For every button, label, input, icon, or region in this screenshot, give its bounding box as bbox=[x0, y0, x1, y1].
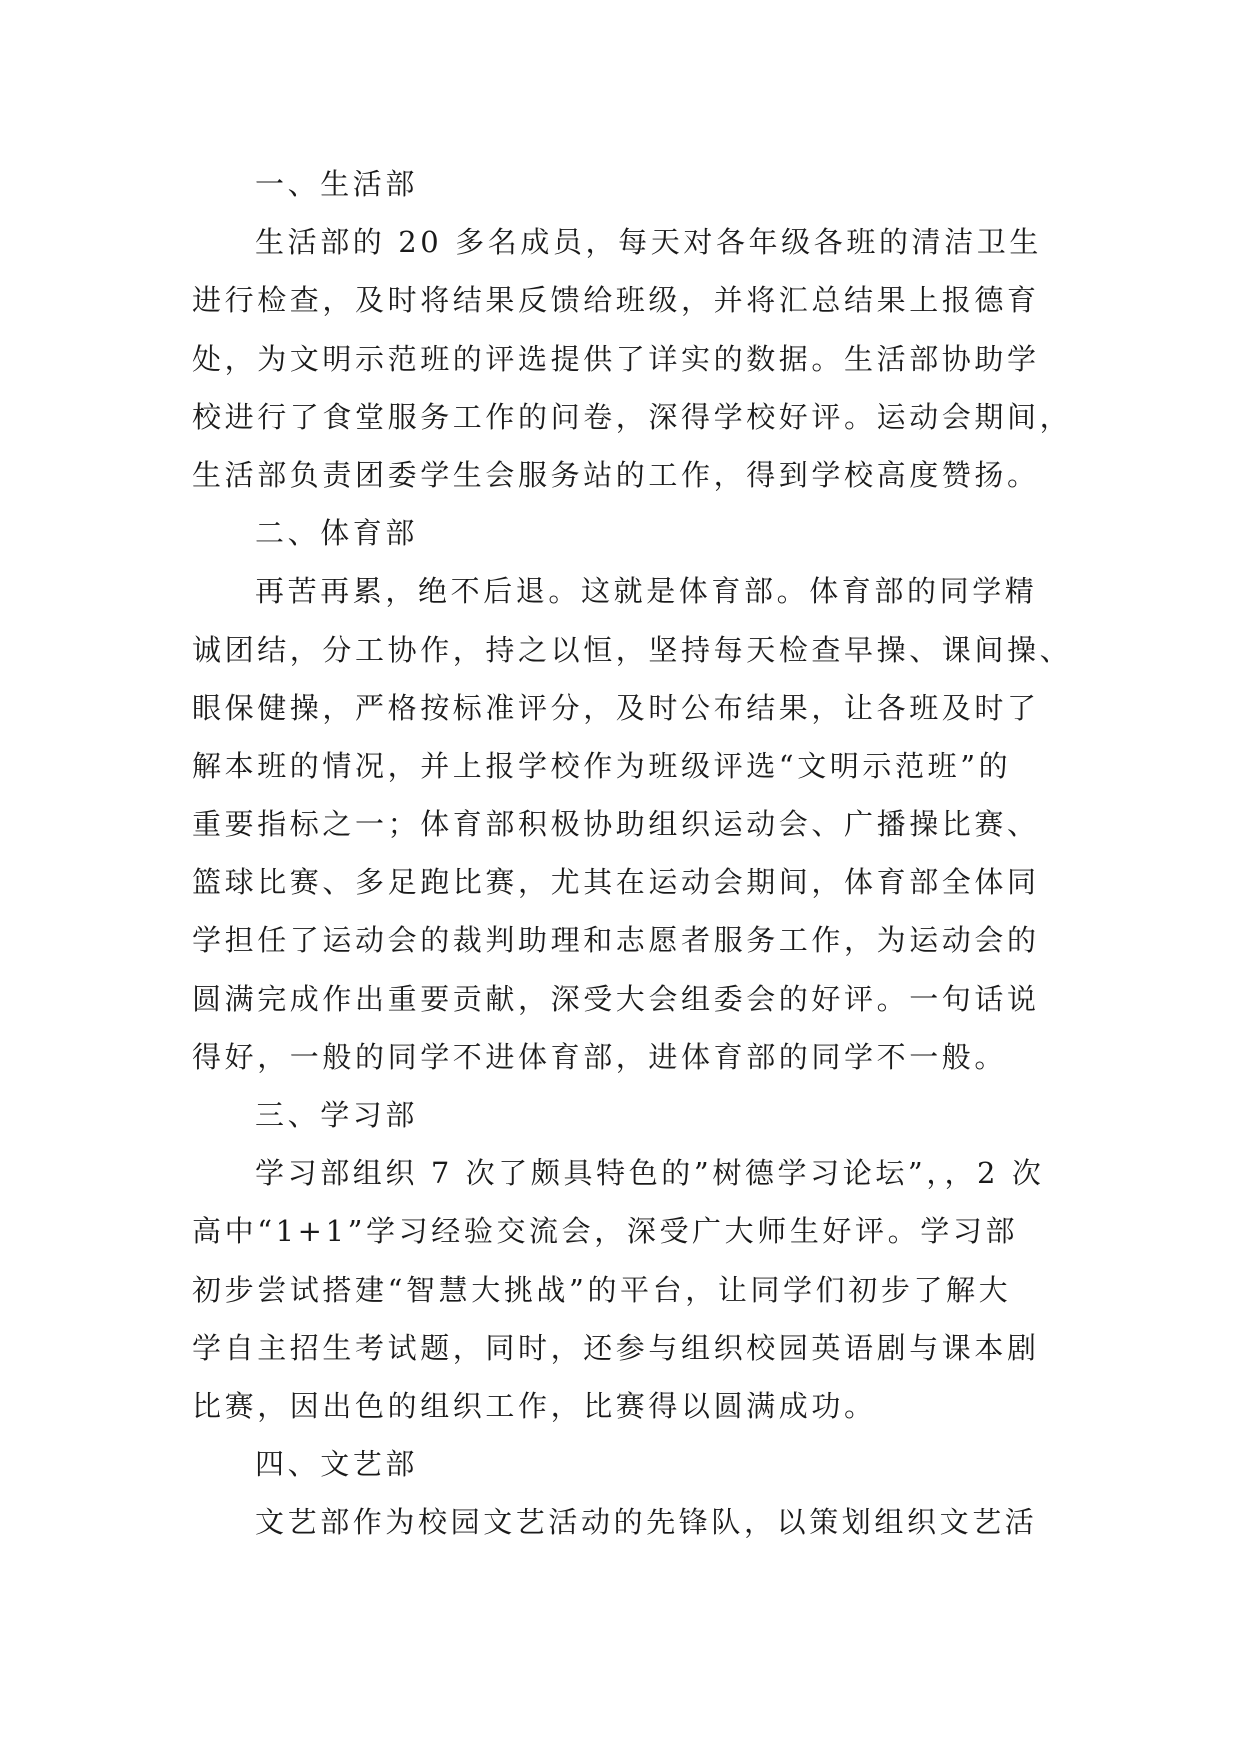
section-heading-life: 一、生活部 bbox=[255, 167, 419, 201]
paragraph-line: 圆满完成作出重要贡献，深受大会组委会的好评。一句话说 bbox=[192, 981, 1040, 1016]
document-body bbox=[192, 155, 1073, 1552]
paragraph-line: 生活部的 20 多名成员，每天对各年级各班的清洁卫生 bbox=[255, 225, 1042, 260]
paragraph-line: 学担任了运动会的裁判助理和志愿者服务工作，为运动会的 bbox=[192, 923, 1040, 958]
paragraph-line: 重要指标之一；体育部积极协助组织运动会、广播操比赛、 bbox=[192, 807, 1040, 842]
paragraph-line: 眼保健操，严格按标准评分，及时公布结果，让各班及时了 bbox=[192, 690, 1040, 725]
paragraph-line: 进行检查，及时将结果反馈给班级，并将汇总结果上报德育 bbox=[192, 283, 1040, 318]
paragraph-line: 解本班的情况，并上报学校作为班级评选“文明示范班”的 bbox=[192, 748, 1012, 783]
paragraph-line: 得好，一般的同学不进体育部，进体育部的同学不一般。 bbox=[192, 1039, 1008, 1074]
section-heading-sports: 二、体育部 bbox=[255, 516, 419, 551]
paragraph-line: 再苦再累，绝不后退。这就是体育部。体育部的同学精 bbox=[255, 574, 1038, 609]
section-heading-arts: 四、文艺部 bbox=[255, 1447, 419, 1482]
paragraph-line: 篮球比赛、多足跑比赛，尤其在运动会期间，体育部全体同 bbox=[192, 865, 1040, 900]
paragraph-line: 学自主招生考试题，同时，还参与组织校园英语剧与课本剧 bbox=[192, 1330, 1040, 1365]
section-heading-study: 三、学习部 bbox=[255, 1098, 419, 1132]
paragraph-line: 处，为文明示范班的评选提供了详实的数据。生活部协助学 bbox=[192, 341, 1040, 376]
paragraph-line: 生活部负责团委学生会服务站的工作，得到学校高度赞扬。 bbox=[192, 457, 1040, 492]
paragraph-line: 文艺部作为校园文艺活动的先锋队，以策划组织文艺活 bbox=[255, 1505, 1038, 1540]
paragraph-line: 初步尝试搭建“智慧大挑战”的平台，让同学们初步了解大 bbox=[192, 1272, 1012, 1307]
paragraph-line: 诚团结，分工协作，持之以恒，坚持每天检查早操、课间操、 bbox=[192, 632, 1073, 667]
paragraph-line: 比赛，因出色的组织工作，比赛得以圆满成功。 bbox=[192, 1388, 877, 1423]
paragraph-line: 校进行了食堂服务工作的问卷，深得学校好评。运动会期间， bbox=[192, 399, 1073, 434]
paragraph-line: 高中“1+1”学习经验交流会，深受广大师生好评。学习部 bbox=[192, 1214, 1019, 1249]
paragraph-line: 学习部组织 7 次了颇具特色的”树德学习论坛”，，2 次 bbox=[255, 1156, 1045, 1191]
